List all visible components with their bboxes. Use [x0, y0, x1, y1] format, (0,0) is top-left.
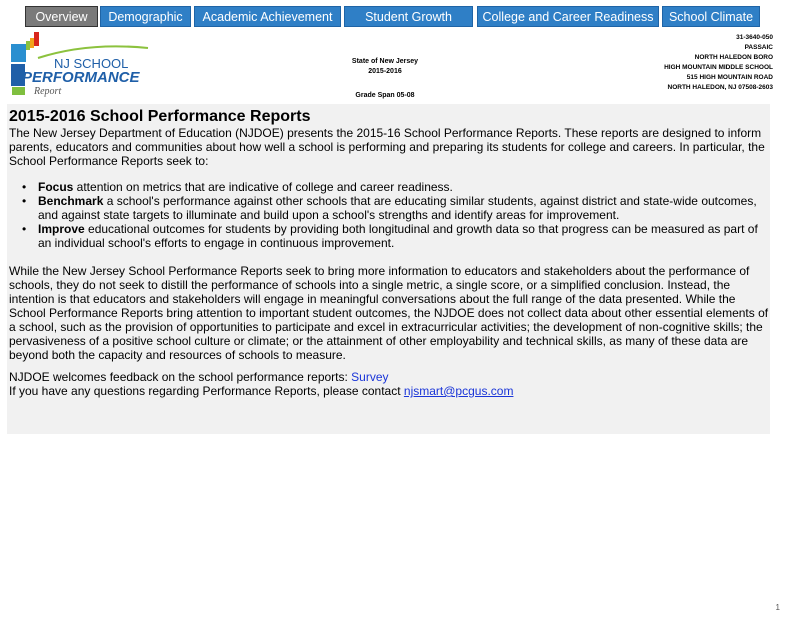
contact-email-link[interactable]: njsmart@pcgus.com — [403, 384, 514, 398]
school-info — [573, 33, 773, 93]
tab-college-career-readiness[interactable]: College and Career Readiness — [477, 6, 659, 27]
logo-bar-orange — [30, 38, 34, 48]
feedback-line — [9, 370, 769, 384]
district-name: NORTH HALEDON BORO — [694, 54, 773, 61]
page-title: 2015-2016 School Performance Reports — [9, 108, 311, 125]
tab-overview[interactable]: Overview — [25, 6, 98, 27]
contact-line — [9, 384, 769, 398]
logo-bar-red — [34, 32, 39, 46]
feedback-text: NJDOE welcomes feedback on the school performance reports: — [9, 370, 352, 384]
logo-bar-blue — [11, 44, 26, 62]
tab-student-growth[interactable]: Student Growth — [344, 6, 473, 27]
overview-panel — [7, 104, 770, 434]
list-item — [7, 180, 769, 194]
bullet-icon: • — [22, 222, 27, 236]
list-item-bold: Improve — [38, 222, 85, 236]
report-year: 2015-2016 — [368, 68, 402, 75]
intro-paragraph: The New Jersey Department of Education (NJDOE) presents the 2015-16 School Performance Reports. These reports are designed to inform parents, educators and communities about how well a school is performing and preparing its students for college and careers. In particular, the School Performance Reports seek to: — [9, 126, 765, 168]
tab-school-climate[interactable]: School Climate — [662, 6, 760, 27]
nj-school-performance-logo — [8, 30, 158, 98]
logo-bar-lime — [12, 87, 25, 95]
contact-text: If you have any questions regarding Performance Reports, please contact — [9, 384, 404, 398]
list-item-text: a school's performance against other schools that are educating similar students, against district and state-wide outcomes, and against state targets to illuminate and build upon a school's strengths and identify areas for improvement. — [38, 194, 757, 222]
page-number: 1 — [775, 603, 780, 612]
logo-text-report: Report — [34, 86, 62, 97]
list-item-bold: Benchmark — [38, 194, 104, 208]
tab-academic-achievement[interactable]: Academic Achievement — [194, 6, 341, 27]
list-item — [7, 222, 769, 250]
tab-demographic[interactable]: Demographic — [100, 6, 191, 27]
goals-list — [7, 180, 769, 250]
list-item-text: attention on metrics that are indicative of college and career readiness. — [73, 180, 453, 194]
list-item — [7, 194, 769, 222]
county-name: PASSAIC — [744, 44, 773, 51]
bullet-icon: • — [22, 180, 27, 194]
school-street: 515 HIGH MOUNTAIN ROAD — [686, 74, 773, 81]
logo-text-nj-school: NJ SCHOOL — [54, 56, 129, 71]
grade-span: Grade Span 05-08 — [355, 92, 415, 99]
school-name: HIGH MOUNTAIN MIDDLE SCHOOL — [664, 64, 773, 71]
report-header-center — [330, 57, 440, 101]
list-item-bold: Focus — [38, 180, 74, 194]
list-item-text: educational outcomes for students by providing both longitudinal and growth data so that progress can be measured as part of an individual school's efforts to engage in continuous improvement. — [38, 222, 758, 250]
logo-bar-green — [26, 41, 30, 50]
survey-link[interactable]: Survey — [351, 370, 389, 384]
tab-bar — [0, 6, 800, 28]
school-code: 31-3640-050 — [736, 34, 773, 41]
bullet-icon: • — [22, 194, 27, 208]
scope-paragraph: While the New Jersey School Performance Reports seek to bring more information to educators and stakeholders about the performance of schools, they do not seek to distill the performance of schools into a single metric, a single score, or a simplified conclusion. Instead, the intention is that educators and stakeholders will engage in meaningful conversations about the full range of the data presented. While the School Performance Reports bring attention to important student outcomes, the NJDOE does not collect data about other essential elements of a school, such as the provision of opportunities to participate and excel in extracurricular activities; the development of non-cognitive skills; the pervasiveness of a positive school culture or climate; or the attainment of other employability and technical skills, as many of these data are beyond both the capacity and resources of schools to measure. — [9, 264, 769, 362]
logo-text-performance: PERFORMANCE — [22, 69, 140, 86]
school-city: NORTH HALEDON, NJ 07508-2603 — [667, 84, 773, 91]
state-label: State of New Jersey — [351, 58, 419, 65]
